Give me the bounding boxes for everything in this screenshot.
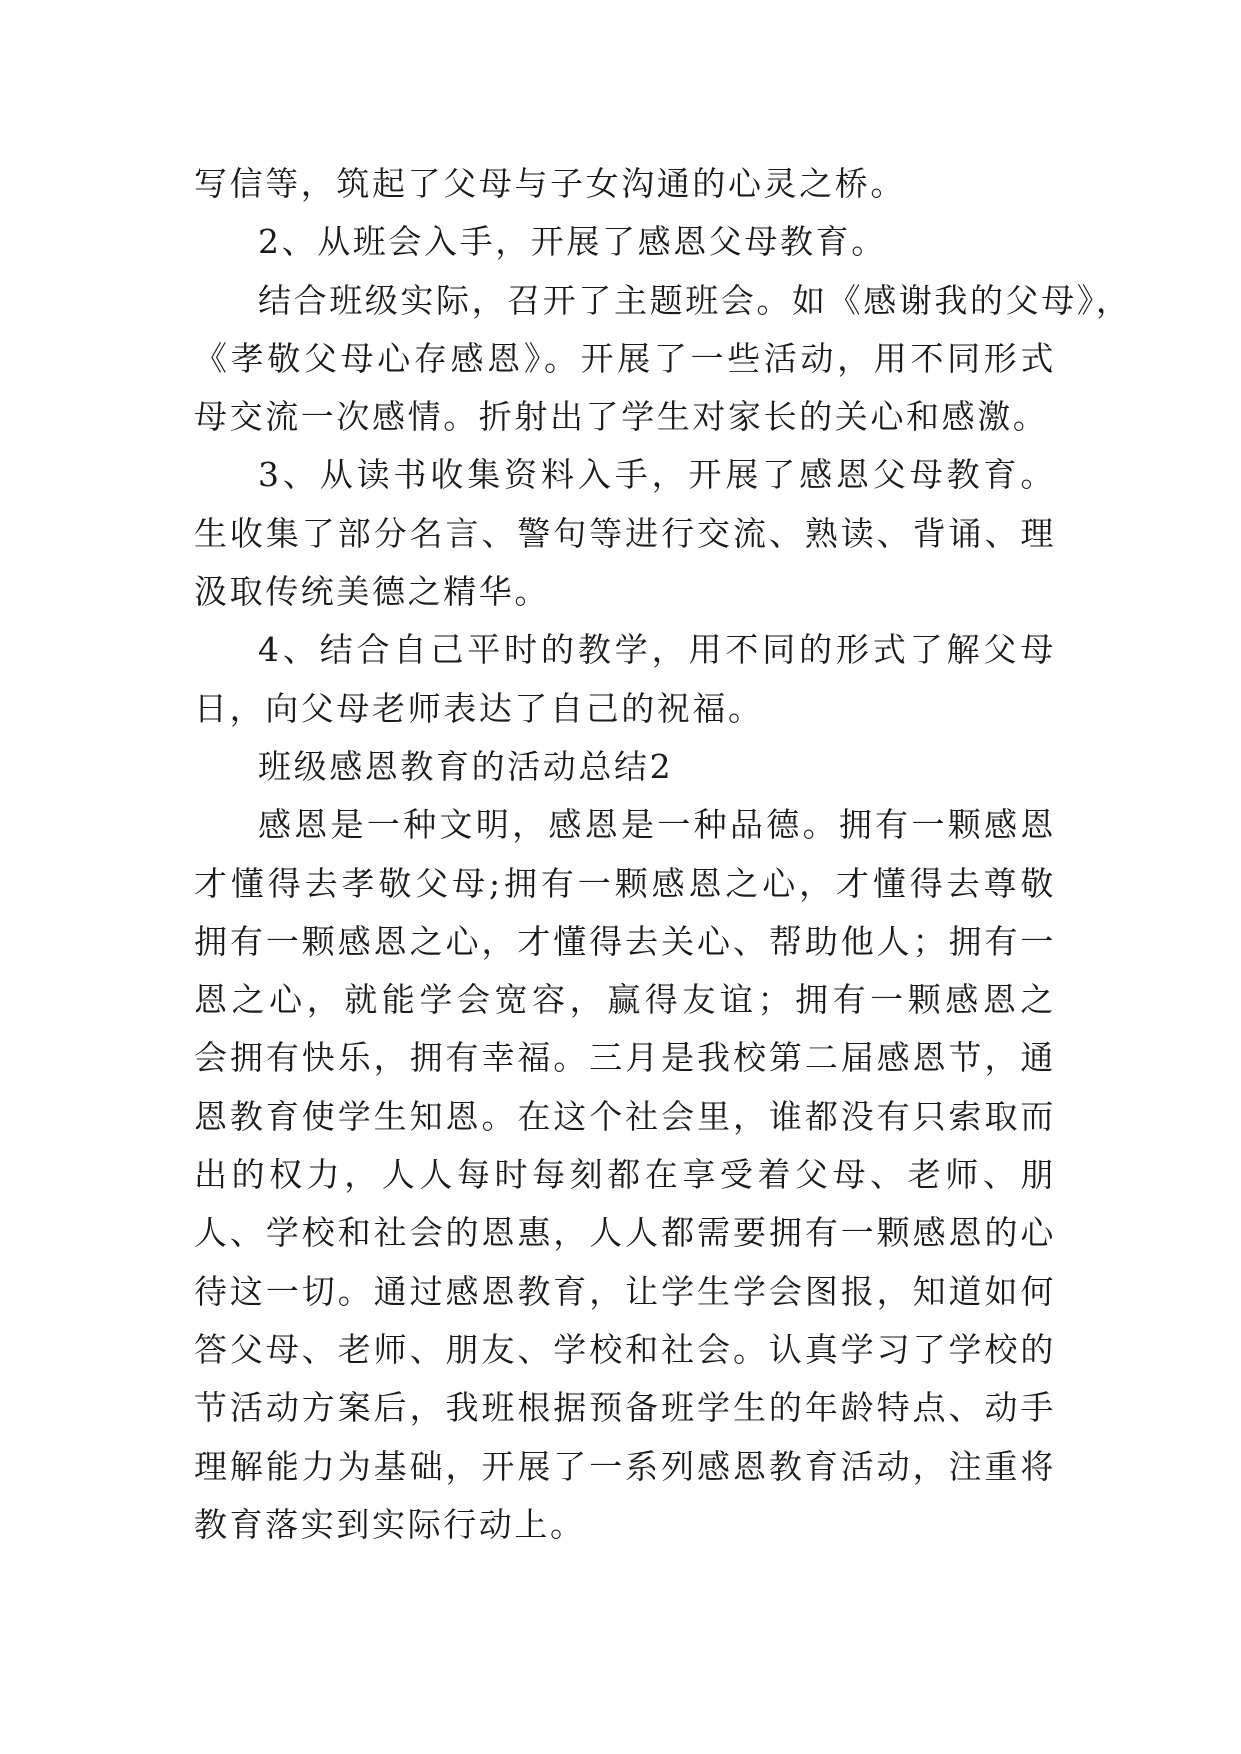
text-line: 母交流一次感情。折射出了学生对家长的关心和感激。 <box>194 397 1049 437</box>
text-line: 理解能力为基础，开展了一系列感恩教育活动，注重将 <box>194 1446 1056 1486</box>
text-line: 3、从读书收集资料入手，开展了感恩父母教育。 <box>258 455 1056 495</box>
text-line: 恩教育使学生知恩。在这个社会里，谁都没有只索取而 <box>194 1096 1056 1136</box>
text-line: 日，向父母老师表达了自己的祝福。 <box>194 688 764 728</box>
text-line: 人、学校和社会的恩惠，人人都需要拥有一颗感恩的心 <box>194 1213 1056 1253</box>
section-heading: 班级感恩教育的活动总结2 <box>258 746 674 786</box>
text-line: 教育落实到实际行动上。 <box>194 1504 586 1544</box>
text-line: 《孝敬父母心存感恩》。开展了一些活动，用不同形式 <box>194 338 1056 378</box>
text-line: 会拥有快乐，拥有幸福。三月是我校第二届感恩节，通 <box>194 1038 1056 1078</box>
text-line: 结合班级实际，召开了主题班会。如《感谢我的父母》， <box>258 280 1132 320</box>
text-line: 节活动方案后，我班根据预备班学生的年龄特点、动手 <box>194 1388 1056 1428</box>
text-line: 待这一切。通过感恩教育，让学生学会图报，知道如何 <box>194 1271 1056 1311</box>
text-line: 写信等，筑起了父母与子女沟通的心灵之桥。 <box>194 164 906 203</box>
text-line: 2、从班会入手，开展了感恩父母教育。 <box>258 222 887 262</box>
text-line: 出的权力，人人每时每刻都在享受着父母、老师、朋 <box>194 1155 1056 1195</box>
text-line: 拥有一颗感恩之心，才懂得去关心、帮助他人；拥有一 <box>194 921 1056 961</box>
text-line: 汲取传统美德之精华。 <box>194 572 550 612</box>
text-line: 才懂得去孝敬父母;拥有一颗感恩之心，才懂得去尊敬 <box>194 863 1056 903</box>
text-line: 答父母、老师、朋友、学校和社会。认真学习了学校的 <box>194 1329 1056 1369</box>
document-body <box>194 155 1132 1554</box>
text-line: 生收集了部分名言、警句等进行交流、熟读、背诵、理 <box>194 513 1056 553</box>
text-line: 感恩是一种文明，感恩是一种品德。拥有一颗感恩 <box>258 805 1056 845</box>
text-line: 4、结合自己平时的教学，用不同的形式了解父母 <box>258 630 1056 670</box>
text-line: 恩之心，就能学会宽容，赢得友谊；拥有一颗感恩之 <box>194 980 1056 1020</box>
